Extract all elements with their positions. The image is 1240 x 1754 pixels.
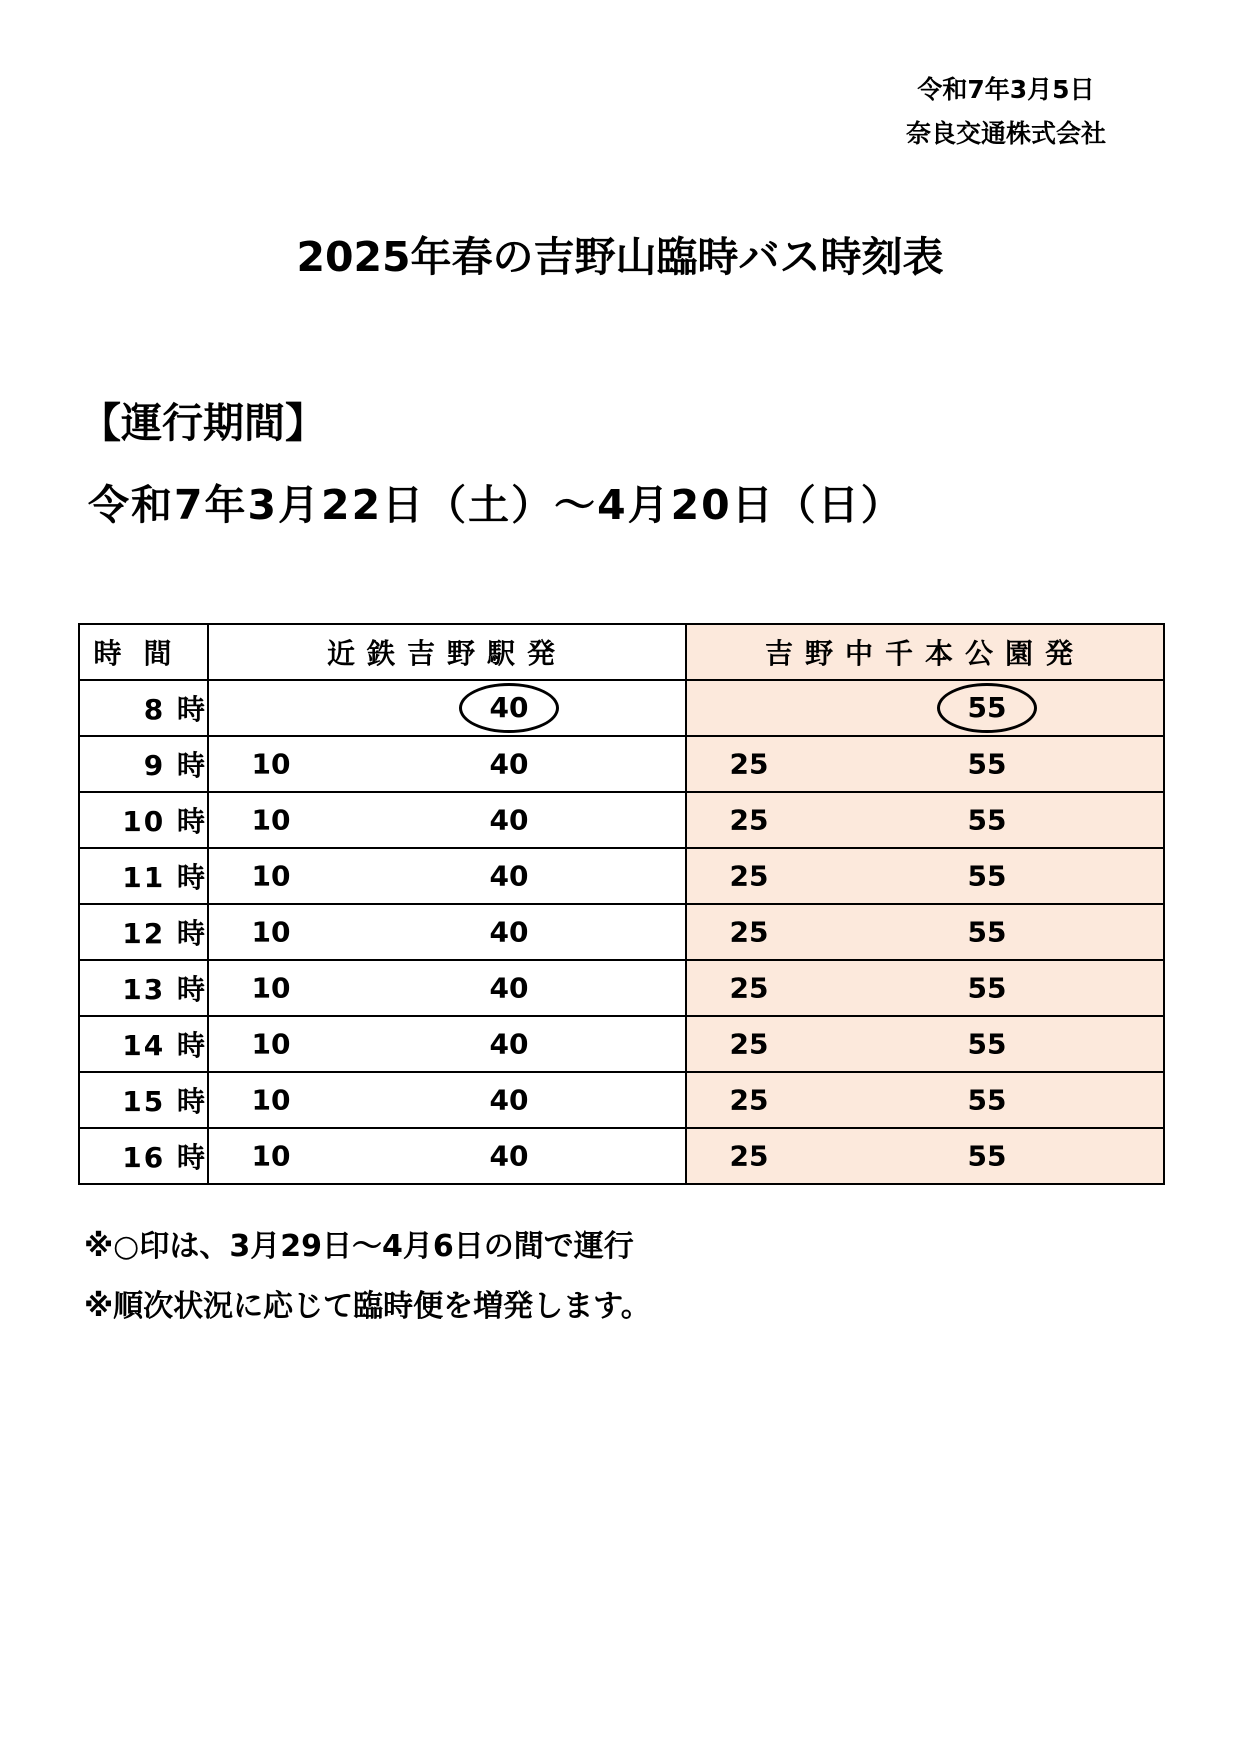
- table-row: [79, 904, 1164, 960]
- departure-time: 55: [967, 803, 1007, 837]
- hour-cell: 16 時: [79, 1128, 208, 1184]
- departure-time: 10: [251, 915, 291, 949]
- departure-cell: [686, 736, 1164, 792]
- departure-time: 55: [967, 859, 1007, 893]
- hour-cell: 11 時: [79, 848, 208, 904]
- departure-time: 25: [729, 915, 769, 949]
- departure-time: 10: [251, 971, 291, 1005]
- departure-cell: [686, 1016, 1164, 1072]
- departure-time: 40: [489, 915, 529, 949]
- page-title: 2025年春の吉野山臨時バス時刻表: [296, 233, 944, 281]
- departure-time: 25: [729, 859, 769, 893]
- footnote-extra-runs: ※順次状況に応じて臨時便を増発します。: [84, 1289, 651, 1324]
- table-row: [79, 1072, 1164, 1128]
- departure-cell: [208, 1016, 686, 1072]
- departure-cell: [208, 848, 686, 904]
- departure-time: 40: [489, 1083, 529, 1117]
- table-row: [79, 1016, 1164, 1072]
- operation-period-range: 令和7年3月22日（土）～4月20日（日）: [88, 481, 904, 529]
- footnotes: [84, 1217, 651, 1337]
- departure-cell: [686, 680, 1164, 736]
- departure-cell: [686, 1128, 1164, 1184]
- table-row: [79, 960, 1164, 1016]
- hour-cell: 12 時: [79, 904, 208, 960]
- departure-cell: [686, 904, 1164, 960]
- departure-cell: [208, 680, 686, 736]
- hour-cell: 10 時: [79, 792, 208, 848]
- departure-time: 25: [729, 1027, 769, 1061]
- timetable-body: [79, 680, 1164, 1184]
- departure-time: 25: [729, 1139, 769, 1173]
- departure-cell: [208, 792, 686, 848]
- departure-cell: [686, 1072, 1164, 1128]
- departure-time: 40: [489, 803, 529, 837]
- column-header-nakasenbon-park: 吉野中千本公園発: [686, 624, 1164, 680]
- departure-time: 40: [489, 859, 529, 893]
- table-row: [79, 680, 1164, 736]
- departure-time: 55: [967, 1083, 1007, 1117]
- hour-cell: 9 時: [79, 736, 208, 792]
- departure-time: 10: [251, 747, 291, 781]
- departure-time: 55: [967, 971, 1007, 1005]
- table-row: [79, 1128, 1164, 1184]
- departure-cell: [686, 848, 1164, 904]
- table-row: [79, 792, 1164, 848]
- departure-time: 10: [251, 1027, 291, 1061]
- departure-cell: [208, 1072, 686, 1128]
- departure-cell: [686, 792, 1164, 848]
- departure-time: 40: [489, 971, 529, 1005]
- hour-cell: 8 時: [79, 680, 208, 736]
- hour-cell: 15 時: [79, 1072, 208, 1128]
- issue-date: 令和7年3月5日: [917, 75, 1095, 104]
- departure-time: 10: [251, 859, 291, 893]
- departure-time: 10: [251, 803, 291, 837]
- departure-time: 55: [967, 915, 1007, 949]
- departure-time: 55: [967, 1027, 1007, 1061]
- document-header: [906, 68, 1106, 156]
- departure-time: 55: [967, 747, 1007, 781]
- departure-time: 25: [729, 747, 769, 781]
- departure-cell: [208, 904, 686, 960]
- footnote-circled-runs: ※○印は、3月29日～4月6日の間で運行: [84, 1229, 634, 1264]
- departure-cell: [208, 1128, 686, 1184]
- table-row: [79, 736, 1164, 792]
- departure-time-circled: 40: [459, 683, 559, 733]
- timetable: [78, 623, 1165, 1185]
- departure-time: 25: [729, 971, 769, 1005]
- departure-time: 10: [251, 1083, 291, 1117]
- departure-time-circled: 55: [937, 683, 1037, 733]
- table-row: [79, 848, 1164, 904]
- departure-time: 40: [489, 747, 529, 781]
- departure-time: 25: [729, 803, 769, 837]
- departure-cell: [208, 960, 686, 1016]
- departure-time: 40: [489, 1139, 529, 1173]
- operation-period-heading: 【運行期間】: [80, 399, 326, 447]
- column-header-hour: 時間: [79, 624, 208, 680]
- departure-cell: [686, 960, 1164, 1016]
- departure-time: 25: [729, 1083, 769, 1117]
- company-name: 奈良交通株式会社: [905, 119, 1106, 148]
- departure-time: 55: [967, 1139, 1007, 1173]
- timetable-header-row: [79, 624, 1164, 680]
- hour-cell: 14 時: [79, 1016, 208, 1072]
- departure-time: 10: [251, 1139, 291, 1173]
- departure-cell: [208, 736, 686, 792]
- departure-time: 40: [489, 1027, 529, 1061]
- column-header-kintetsu-yoshino: 近鉄吉野駅発: [208, 624, 686, 680]
- hour-cell: 13 時: [79, 960, 208, 1016]
